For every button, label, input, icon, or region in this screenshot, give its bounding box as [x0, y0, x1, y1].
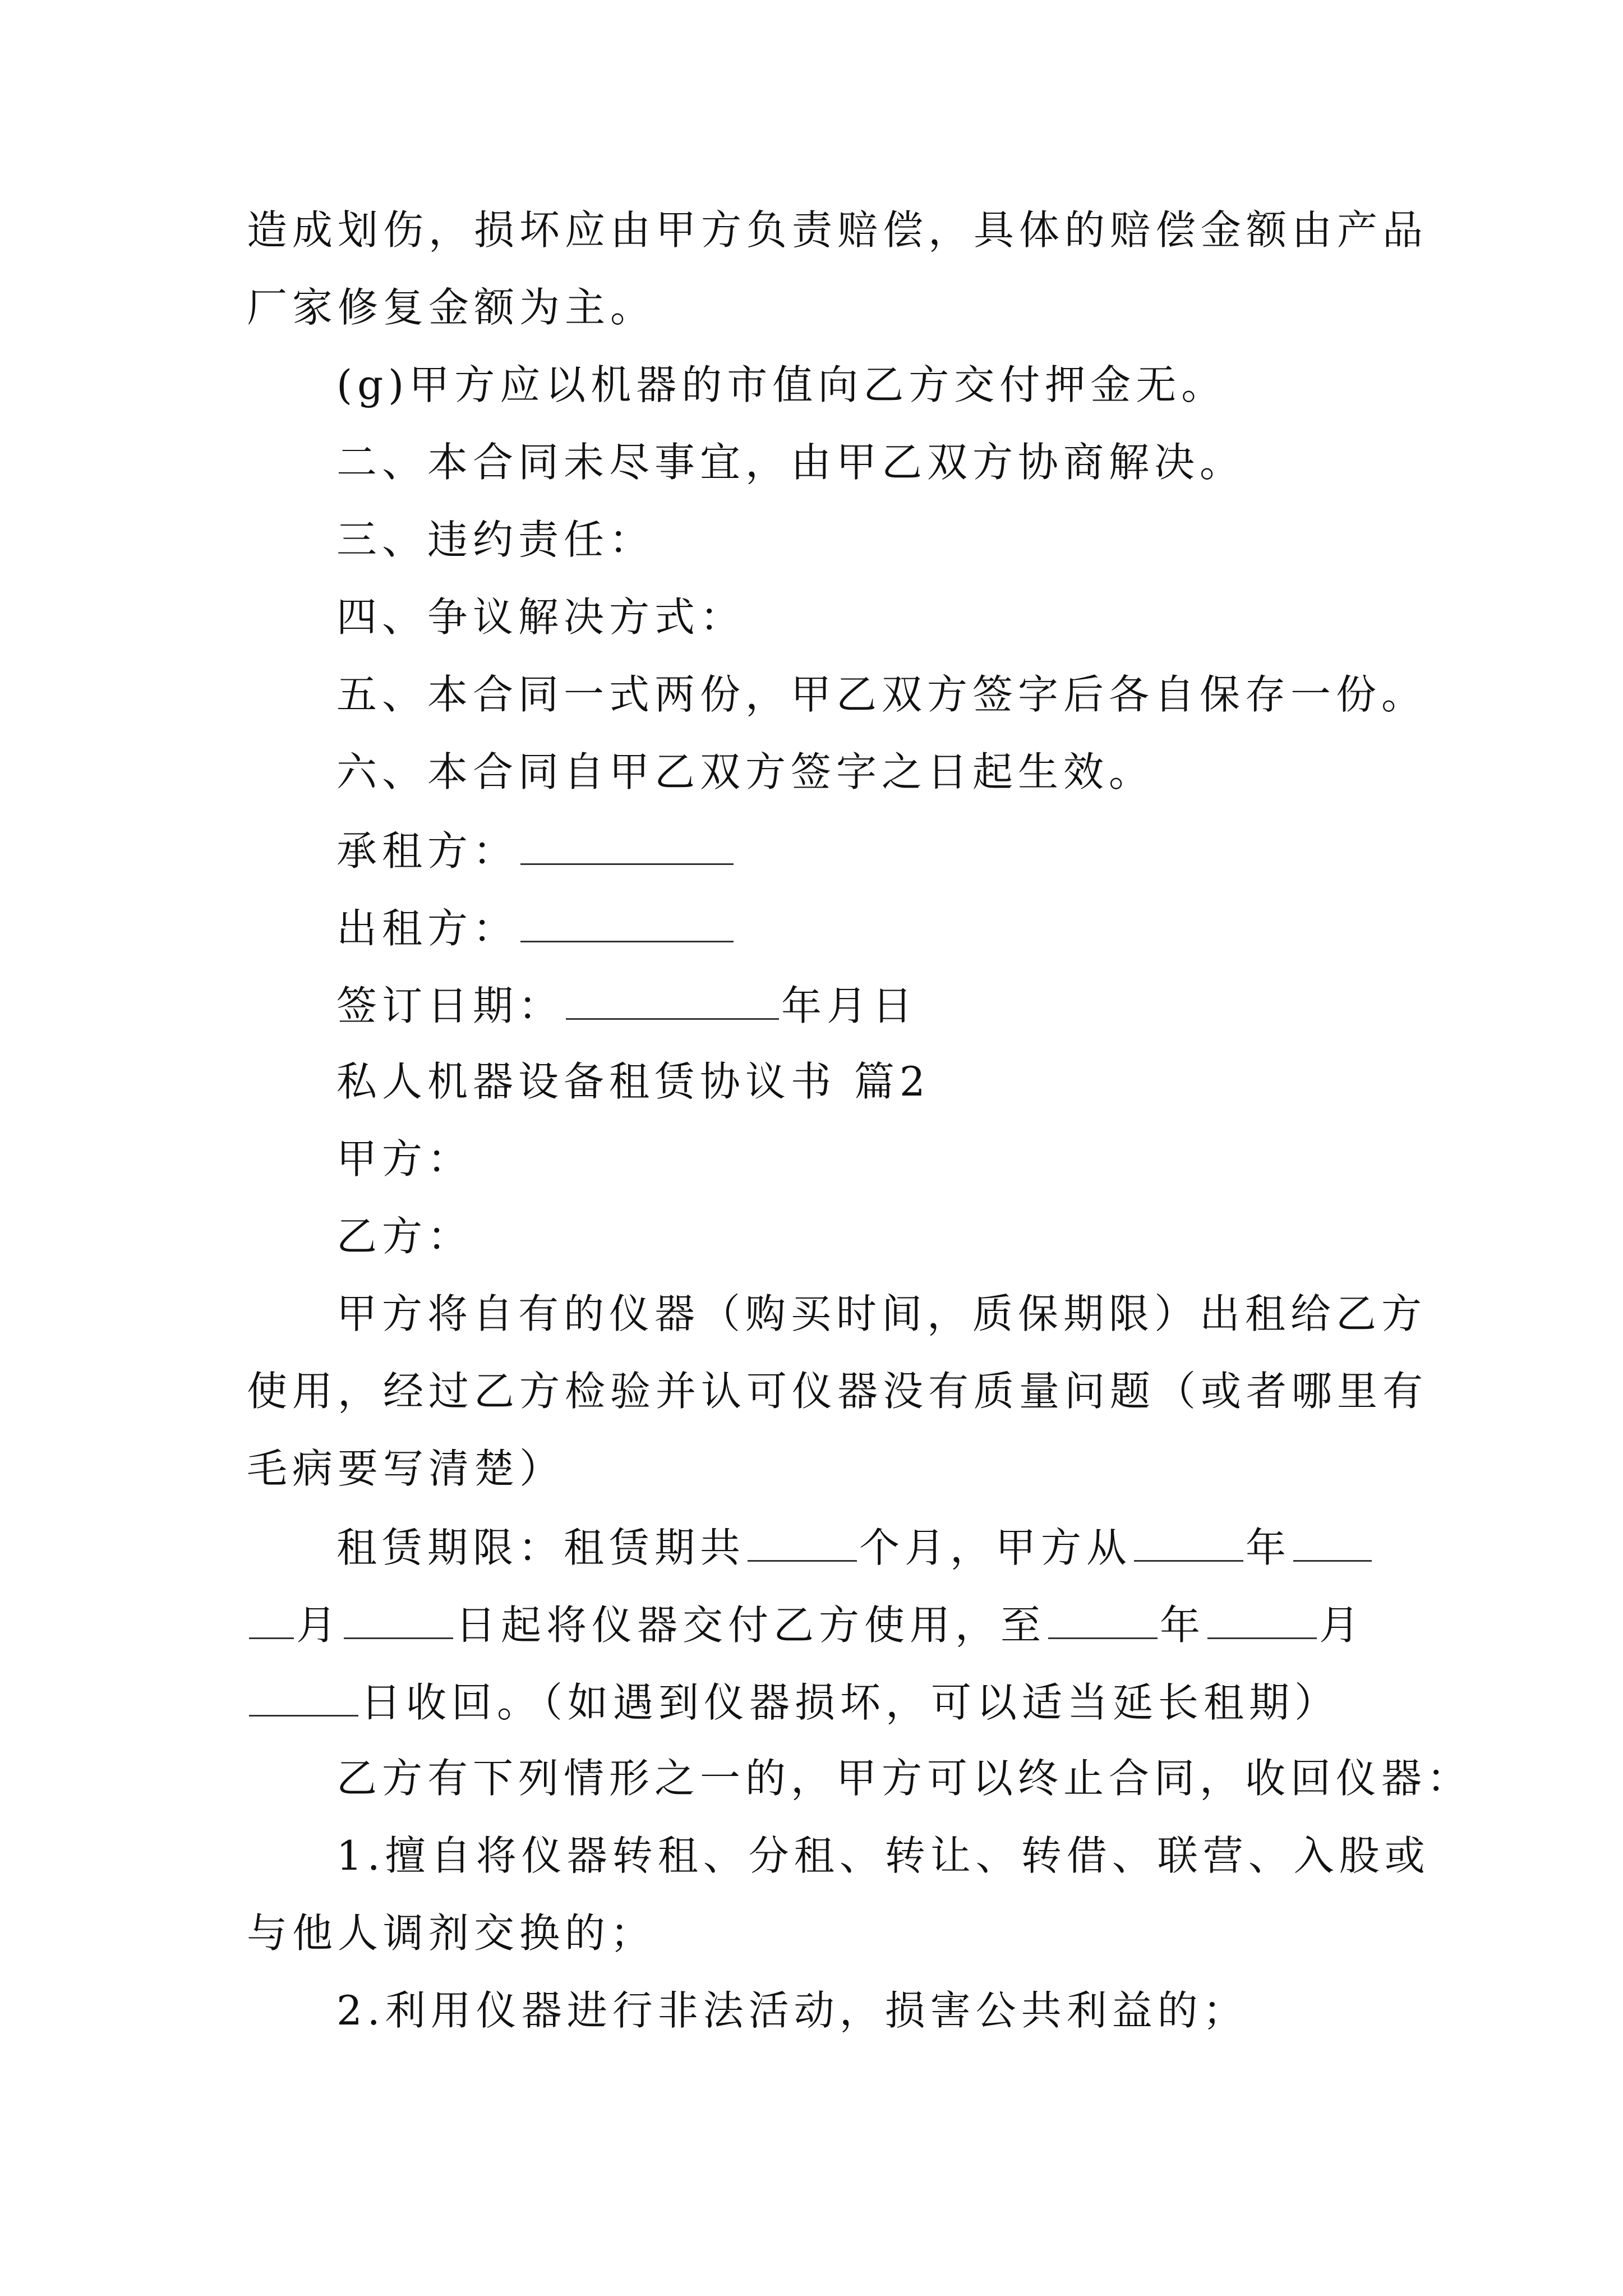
- start-year-blank: [1134, 1521, 1243, 1562]
- lease-text: 月: [1319, 1602, 1365, 1649]
- lessee-signature-line: [336, 824, 736, 876]
- paragraph-line: 三、违约责任：: [336, 516, 655, 563]
- lessor-blank: [520, 901, 734, 942]
- months-blank: [748, 1521, 857, 1562]
- paragraph-line: 四、争议解决方式：: [336, 593, 746, 641]
- paragraph-line: 1.擅自将仪器转租、分租、转让、转借、联营、入股或: [336, 1832, 1430, 1879]
- paragraph-line: 五、本合同一式两份，甲乙双方签字后各自保存一份。: [336, 671, 1427, 718]
- start-month-blank-part2: [249, 1598, 294, 1639]
- end-year-blank: [1048, 1598, 1158, 1639]
- party-a-line: 甲方：: [336, 1135, 473, 1182]
- paragraph-line: 使用，经过乙方检验并认可仪器没有质量问题（或者哪里有: [247, 1368, 1428, 1415]
- paragraph-line: 毛病要写清楚）: [247, 1445, 565, 1492]
- paragraph-line: 甲方将自有的仪器（购买时间，质保期限）出租给乙方: [336, 1290, 1427, 1337]
- lease-text: 日收回。（如遇到仪器损坏，可以适当延长租期）: [361, 1679, 1340, 1726]
- paragraph-line: 二、本合同未尽事宜，由甲乙双方协商解决。: [336, 439, 1246, 486]
- sign-date-label: 签订日期：: [336, 982, 564, 1029]
- lease-text: 年: [1246, 1524, 1292, 1571]
- end-day-blank: [249, 1676, 358, 1717]
- paragraph-line: 乙方有下列情形之一的，甲方可以终止合同，收回仪器：: [336, 1755, 1473, 1802]
- lease-text: 个月，甲方从: [859, 1524, 1132, 1571]
- lessee-blank: [520, 824, 734, 865]
- start-month-blank-part1: [1293, 1521, 1372, 1562]
- lessor-signature-line: [336, 901, 736, 954]
- lease-term-line-2: [247, 1598, 1364, 1650]
- paragraph-line: 厂家修复金额为主。: [247, 284, 656, 331]
- lease-text: 月: [296, 1602, 342, 1649]
- lease-text: 日起将仪器交付乙方使用，至: [455, 1602, 1046, 1649]
- lease-text: 租赁期限：租赁期共: [336, 1524, 746, 1571]
- paragraph-line: 六、本合同自甲乙双方签字之日起生效。: [336, 748, 1155, 795]
- lease-text: 年: [1160, 1602, 1206, 1649]
- sign-date-line: [336, 979, 917, 1031]
- lessee-label: 承租方：: [336, 827, 519, 875]
- lessor-label: 出租方：: [336, 905, 519, 952]
- lease-term-line-3: [247, 1676, 1340, 1728]
- start-day-blank: [344, 1598, 453, 1639]
- sign-date-suffix: 年月日: [781, 982, 918, 1029]
- section-title: 私人机器设备租赁协议书 篇2: [336, 1058, 930, 1105]
- party-b-line: 乙方：: [336, 1213, 473, 1260]
- paragraph-line: 2.利用仪器进行非法活动，损害公共利益的；: [336, 1987, 1248, 2034]
- sign-date-blank: [566, 979, 779, 1020]
- paragraph-line: 造成划伤，损坏应由甲方负责赔偿，具体的赔偿金额由产品: [247, 206, 1428, 254]
- paragraph-line: 与他人调剂交换的；: [247, 1910, 656, 1957]
- paragraph-line: (g)甲方应以机器的市值向乙方交付押金无。: [336, 361, 1227, 408]
- end-month-blank: [1207, 1598, 1317, 1639]
- lease-term-line-1: [336, 1521, 1374, 1573]
